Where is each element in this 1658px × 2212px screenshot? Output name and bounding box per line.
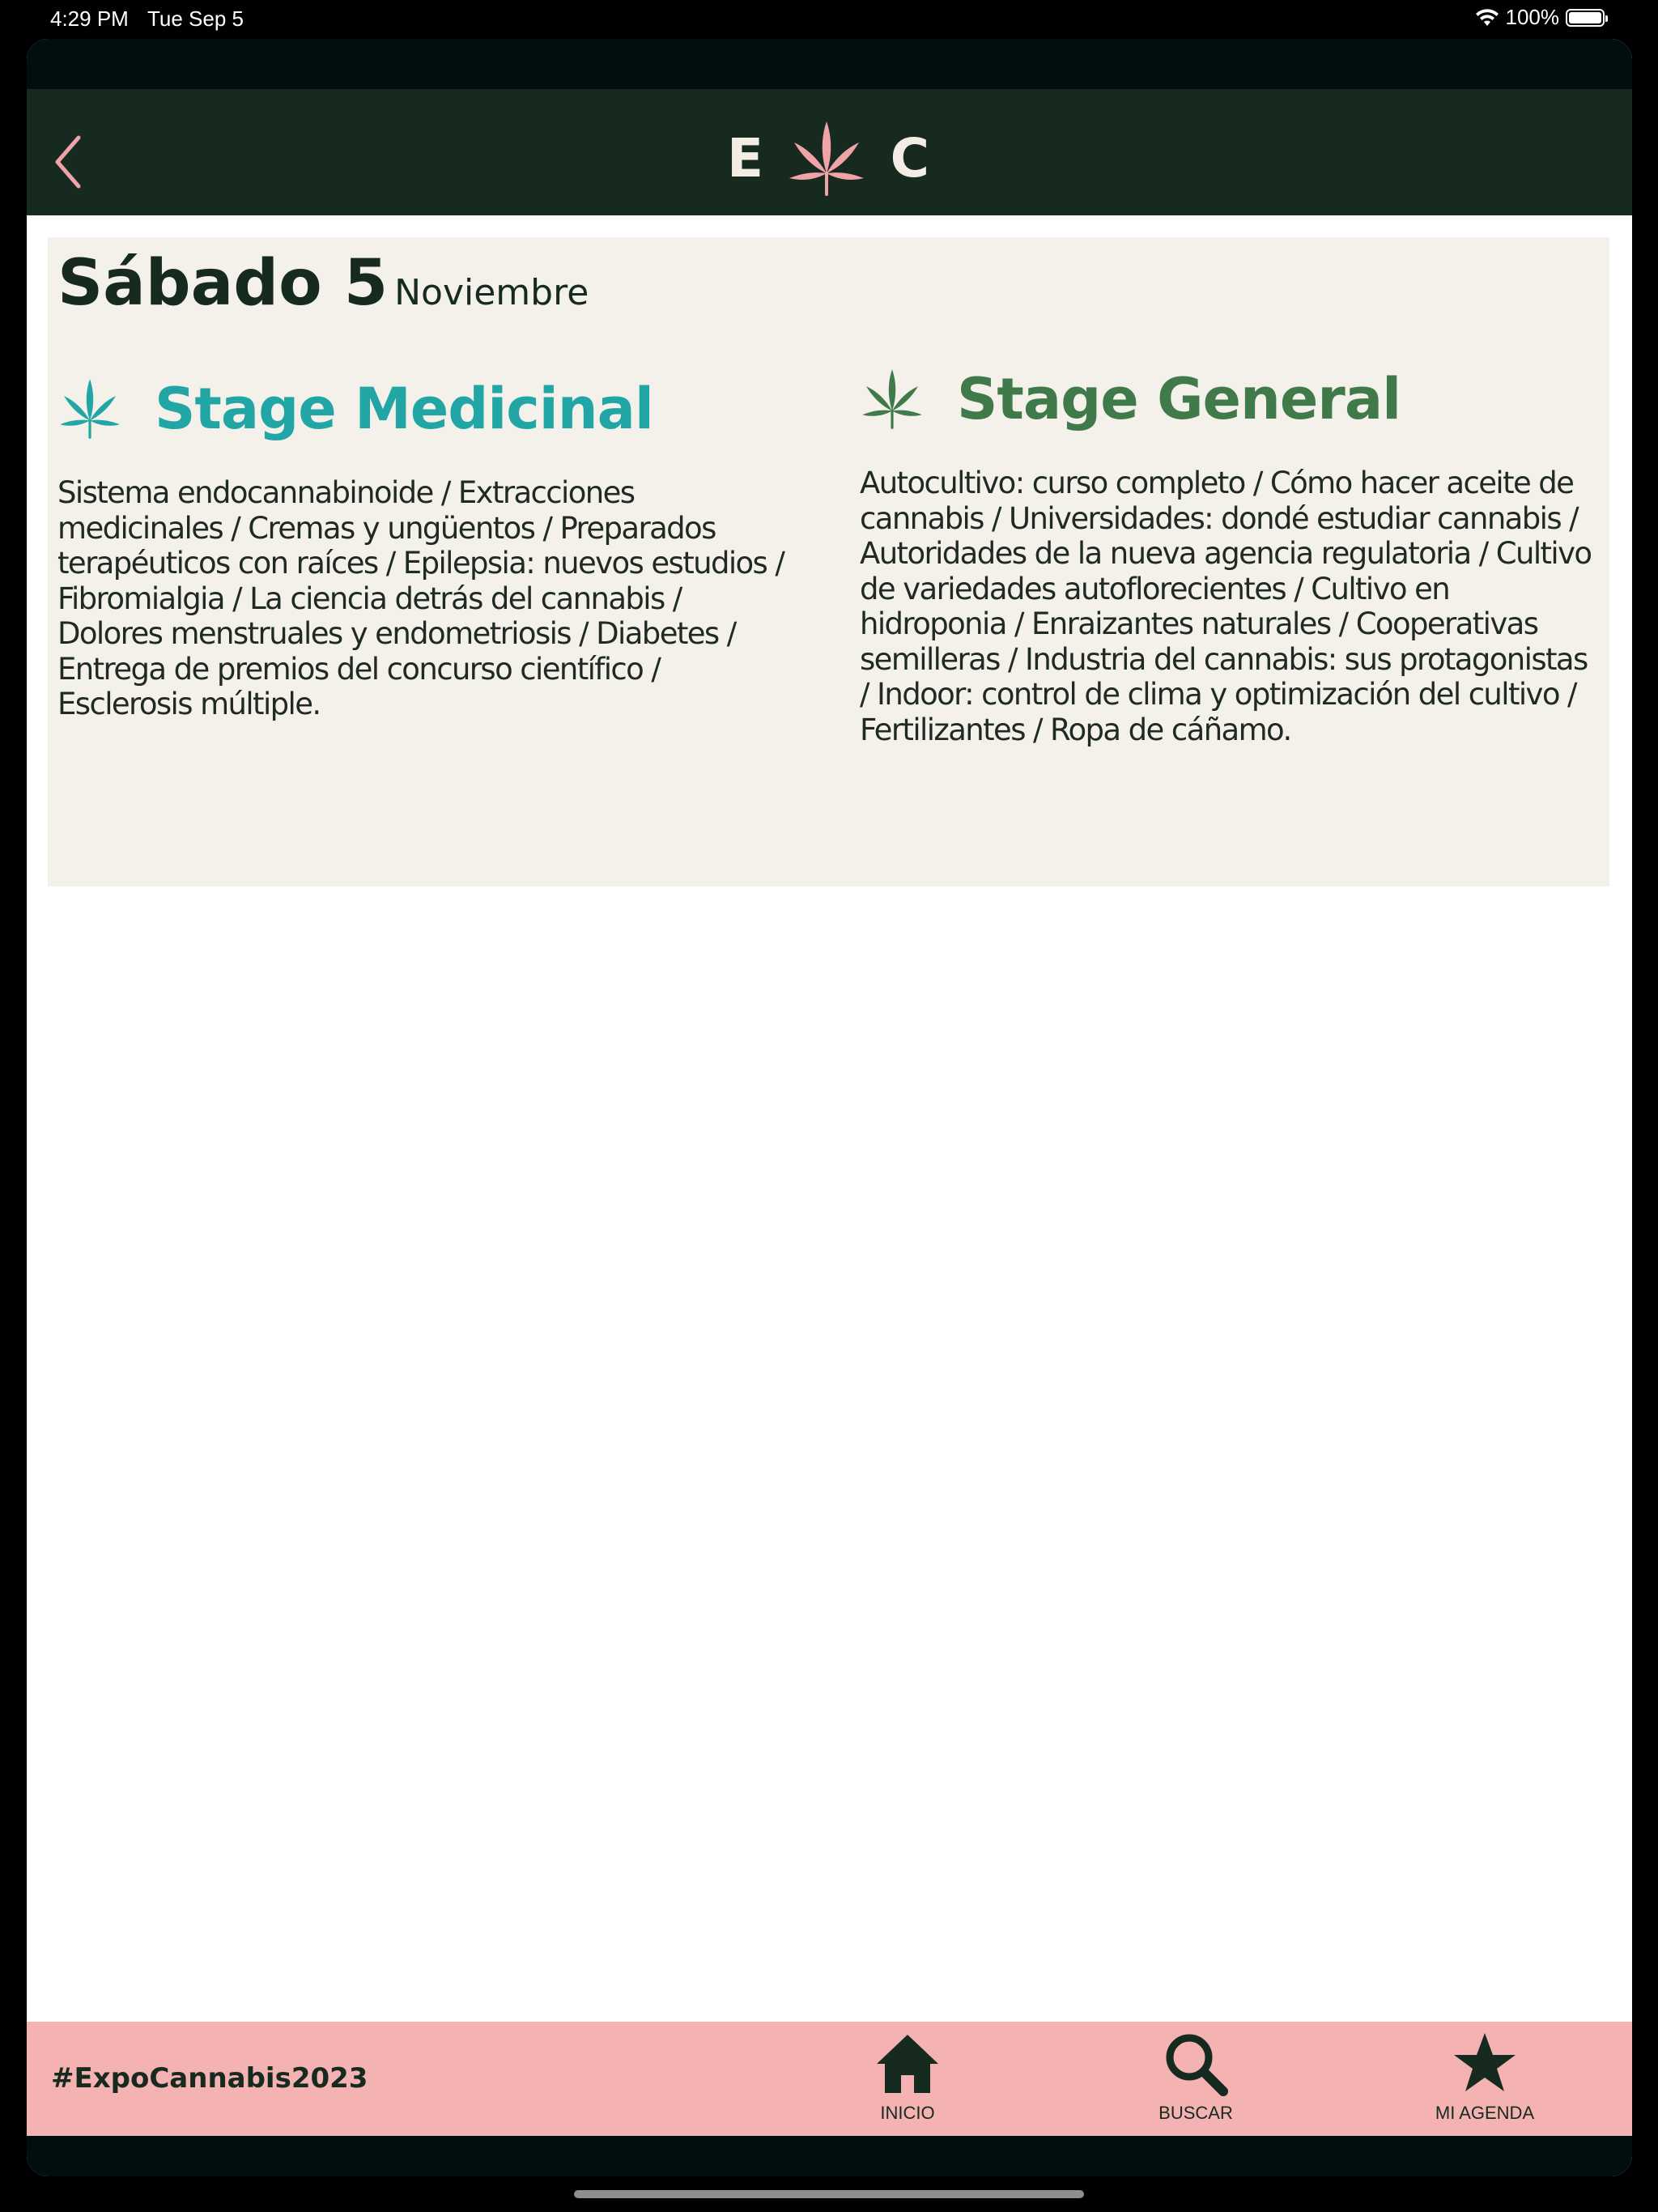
stage-title: Stage Medicinal <box>155 376 653 442</box>
tab-label: MI AGENDA <box>1435 2103 1535 2123</box>
search-icon <box>1162 2030 1230 2098</box>
star-icon <box>1451 2030 1519 2098</box>
tab-buscar[interactable] <box>1115 2030 1277 2131</box>
battery-percentage: 100% <box>1505 5 1559 29</box>
cannabis-leaf-icon <box>57 372 122 445</box>
logo <box>727 118 929 199</box>
tab-mi-agenda[interactable] <box>1404 2030 1566 2131</box>
schedule-card <box>48 237 1609 887</box>
day-label: Sábado 5 <box>57 247 389 320</box>
tab-label: INICIO <box>880 2103 935 2123</box>
stage-topics: Autocultivo: curso completo / Cómo hacer aceite de cannabis / Universidades: dondé estudiar cannabis / Autoridades de la nueva agencia regulatoria / Cultivo de variedades autoflorecientes / Cultivo en hidroponia / Enraizantes naturales / Cooperativas semilleras / Industria del cannabis: sus protagonistas / Indoor: control de clima y optimización del cultivo / Fertilizantes / Ropa de cáñamo. <box>860 466 1592 747</box>
battery-icon <box>1566 9 1605 27</box>
status-time: 4:29 PM <box>50 6 129 31</box>
header <box>27 89 1632 215</box>
stage-title: Stage General <box>957 366 1401 432</box>
cannabis-leaf-icon <box>860 363 925 436</box>
stage-topics: Sistema endocannabinoide / Extracciones medicinales / Cremas y ungüentos / Preparados terapéuticos con raíces / Epilepsia: nuevos estudios / Fibromialgia / La ciencia detrás del cannabis / Dolores menstruales y endometriosis / Diabetes / Entrega de premios del concurso científico / Esclerosis múltiple. <box>57 475 784 721</box>
home-indicator[interactable] <box>574 2190 1084 2198</box>
hashtag: #ExpoCannabis2023 <box>51 2062 368 2095</box>
back-chevron-icon[interactable] <box>46 130 95 194</box>
stage-medicinal <box>57 368 790 722</box>
status-date: Tue Sep 5 <box>147 6 244 31</box>
cannabis-leaf-logo-icon <box>786 120 867 198</box>
home-icon <box>874 2030 942 2098</box>
bottom-strip <box>27 2136 1632 2176</box>
wifi-icon <box>1475 9 1499 27</box>
logo-letter-e: E <box>727 127 764 189</box>
status-bar <box>0 0 1658 39</box>
tab-bar <box>27 2022 1632 2136</box>
stage-general <box>860 359 1592 747</box>
date-heading <box>57 247 589 320</box>
tab-inicio[interactable] <box>827 2030 988 2131</box>
status-indicators <box>1475 5 1605 30</box>
logo-letter-c: C <box>890 127 929 189</box>
app-frame <box>27 39 1632 2176</box>
top-strip <box>27 39 1632 89</box>
tab-label: BUSCAR <box>1158 2103 1233 2123</box>
month-label: Noviembre <box>394 272 589 313</box>
